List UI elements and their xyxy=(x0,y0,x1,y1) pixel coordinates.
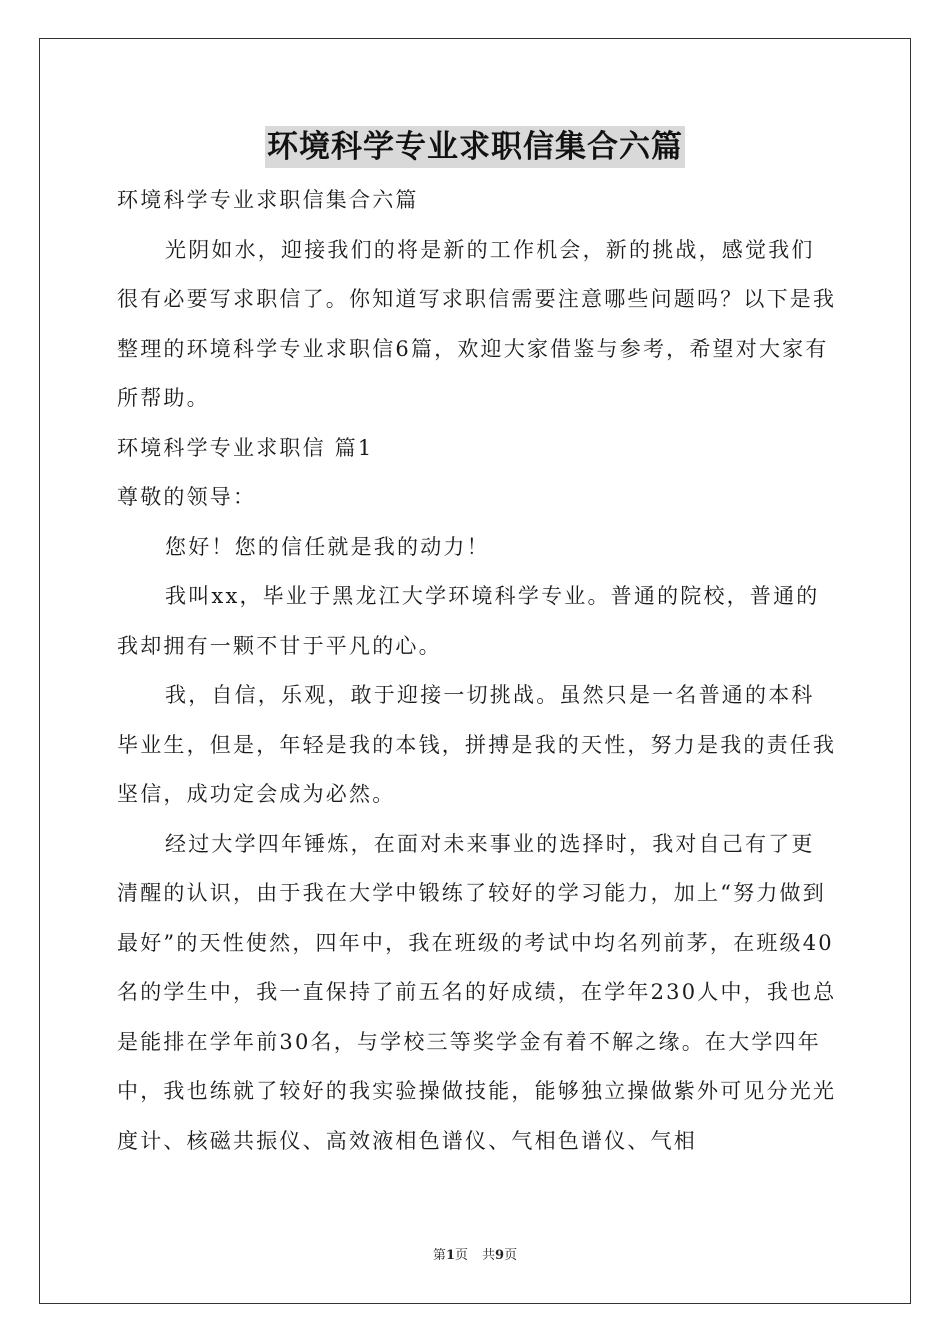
subtitle-paragraph: 环境科学专业求职信集合六篇 xyxy=(117,188,419,212)
total-prefix: 共 xyxy=(482,1248,496,1263)
page-footer xyxy=(0,1244,950,1263)
body-paragraph: 我叫xx，毕业于黑龙江大学环境科学专业。普通的院校，普通的我却拥有一颗不甘于平凡的心。 xyxy=(117,584,820,658)
page-total: 9 xyxy=(495,1248,505,1263)
section-heading: 环境科学专业求职信 篇1 xyxy=(117,435,374,460)
salutation: 尊敬的领导： xyxy=(117,485,257,509)
title-area xyxy=(0,126,950,168)
body-paragraph: 经过大学四年锤炼，在面对未来事业的选择时，我对自己有了更清醒的认识，由于我在大学中锻练了较好的学习能力，加上“努力做到最好”的天性使然，四年中，我在班级的考试中均名列前茅，在班级40名的学生中，我一直保持了前五名的好成绩，在学年230人中，我也总是能排在学年前30名，与学校三等奖学金有着不解之缘。在大学四年中，我也练就了较好的我实验操做技能，能够独立操做紫外可见分光光度计、核磁共振仪、高效液相色谱仪、气相色谱仪、气相 xyxy=(117,831,837,1153)
page-prefix: 第 xyxy=(432,1248,446,1263)
document-title: 环境科学专业求职信集合六篇 xyxy=(265,126,685,168)
greeting-paragraph: 您好！您的信任就是我的动力！ xyxy=(165,534,490,559)
document-body xyxy=(117,176,837,1166)
intro-paragraph: 光阴如水，迎接我们的将是新的工作机会，新的挑战，感觉我们很有必要写求职信了。你知道写求职信需要注意哪些问题吗？以下是我整理的环境科学专业求职信6篇，欢迎大家借鉴与参考，希望对大家有所帮助。 xyxy=(117,237,837,410)
page-suffix: 页 xyxy=(454,1248,468,1263)
page-current: 1 xyxy=(445,1248,455,1263)
total-suffix: 页 xyxy=(504,1248,518,1263)
body-paragraph: 我，自信，乐观，敢于迎接一切挑战。虽然只是一名普通的本科毕业生，但是，年轻是我的本钱，拼搏是我的天性，努力是我的责任我坚信，成功定会成为必然。 xyxy=(117,683,837,806)
